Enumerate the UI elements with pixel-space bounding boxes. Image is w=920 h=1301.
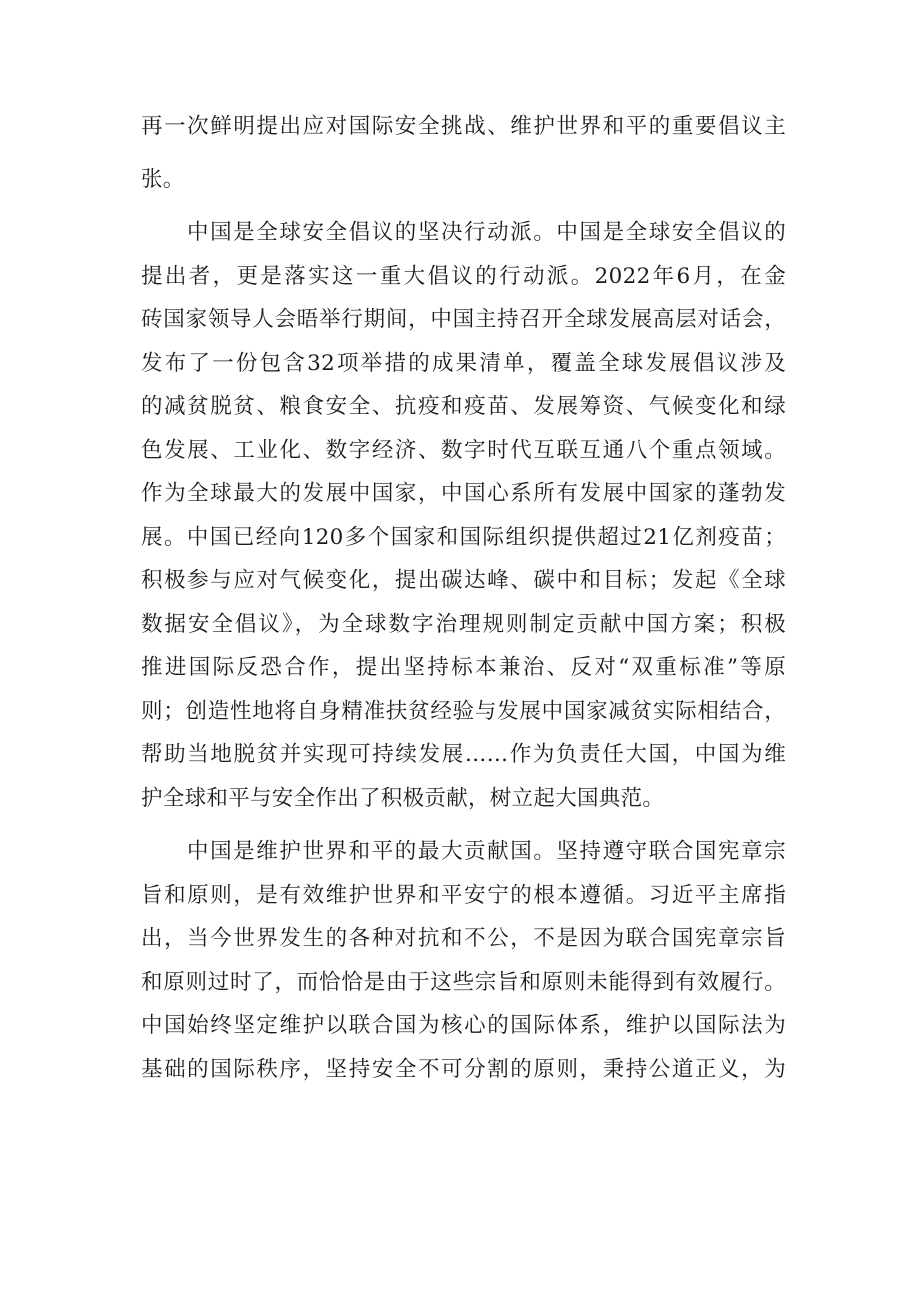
text-line: 的减贫脱贫、粮食安全、抗疫和疫苗、发展筹资、气候变化和绿 xyxy=(141,394,786,419)
text-line: 再一次鲜明提出应对国际安全挑战、维护世界和平的重要倡议主 xyxy=(141,114,786,139)
text-line: 则；创造性地将自身精准扶贫经验与发展中国家减贫实际相结合， xyxy=(141,699,786,724)
paragraph-start-line: 中国是全球安全倡议的坚决行动派。中国是全球安全倡议的 xyxy=(187,220,786,245)
text-line: 展。中国已经向120多个国家和国际组织提供超过21亿剂疫苗； xyxy=(141,525,786,550)
text-line: 和原则过时了，而恰恰是由于这些宗旨和原则未能得到有效履行。 xyxy=(141,970,786,995)
text-line: 作为全球最大的发展中国家，中国心系所有发展中国家的蓬勃发 xyxy=(141,481,786,506)
text-line: 张。 xyxy=(141,167,185,192)
text-line: 数据安全倡议》，为全球数字治理规则制定贡献中国方案；积极 xyxy=(141,612,786,637)
text-line: 护全球和平与安全作出了积极贡献，树立起大国典范。 xyxy=(141,786,665,811)
text-line: 中国始终坚定维护以联合国为核心的国际体系，维护以国际法为 xyxy=(141,1013,786,1038)
text-line: 发布了一份包含32项举措的成果清单，覆盖全球发展倡议涉及 xyxy=(141,351,786,376)
text-line: 出，当今世界发生的各种对抗和不公，不是因为联合国宪章宗旨 xyxy=(141,926,786,951)
text-line: 旨和原则，是有效维护世界和平安宁的根本遵循。习近平主席指 xyxy=(141,883,786,908)
text-line: 色发展、工业化、数字经济、数字时代互联互通八个重点领域。 xyxy=(141,438,786,463)
text-line: 帮助当地脱贫并实现可持续发展……作为负责任大国，中国为维 xyxy=(141,742,786,767)
text-line: 砖国家领导人会晤举行期间，中国主持召开全球发展高层对话会， xyxy=(141,307,786,332)
text-line: 积极参与应对气候变化，提出碳达峰、碳中和目标；发起《全球 xyxy=(141,568,786,593)
paragraph-start-line: 中国是维护世界和平的最大贡献国。坚持遵守联合国宪章宗 xyxy=(187,839,786,864)
text-line: 提出者，更是落实这一重大倡议的行动派。2022年6月，在金 xyxy=(141,264,786,289)
text-line: 基础的国际秩序，坚持安全不可分割的原则，秉持公道正义，为 xyxy=(141,1057,786,1082)
text-line: 推进国际反恐合作，提出坚持标本兼治、反对“双重标准”等原 xyxy=(141,655,786,680)
